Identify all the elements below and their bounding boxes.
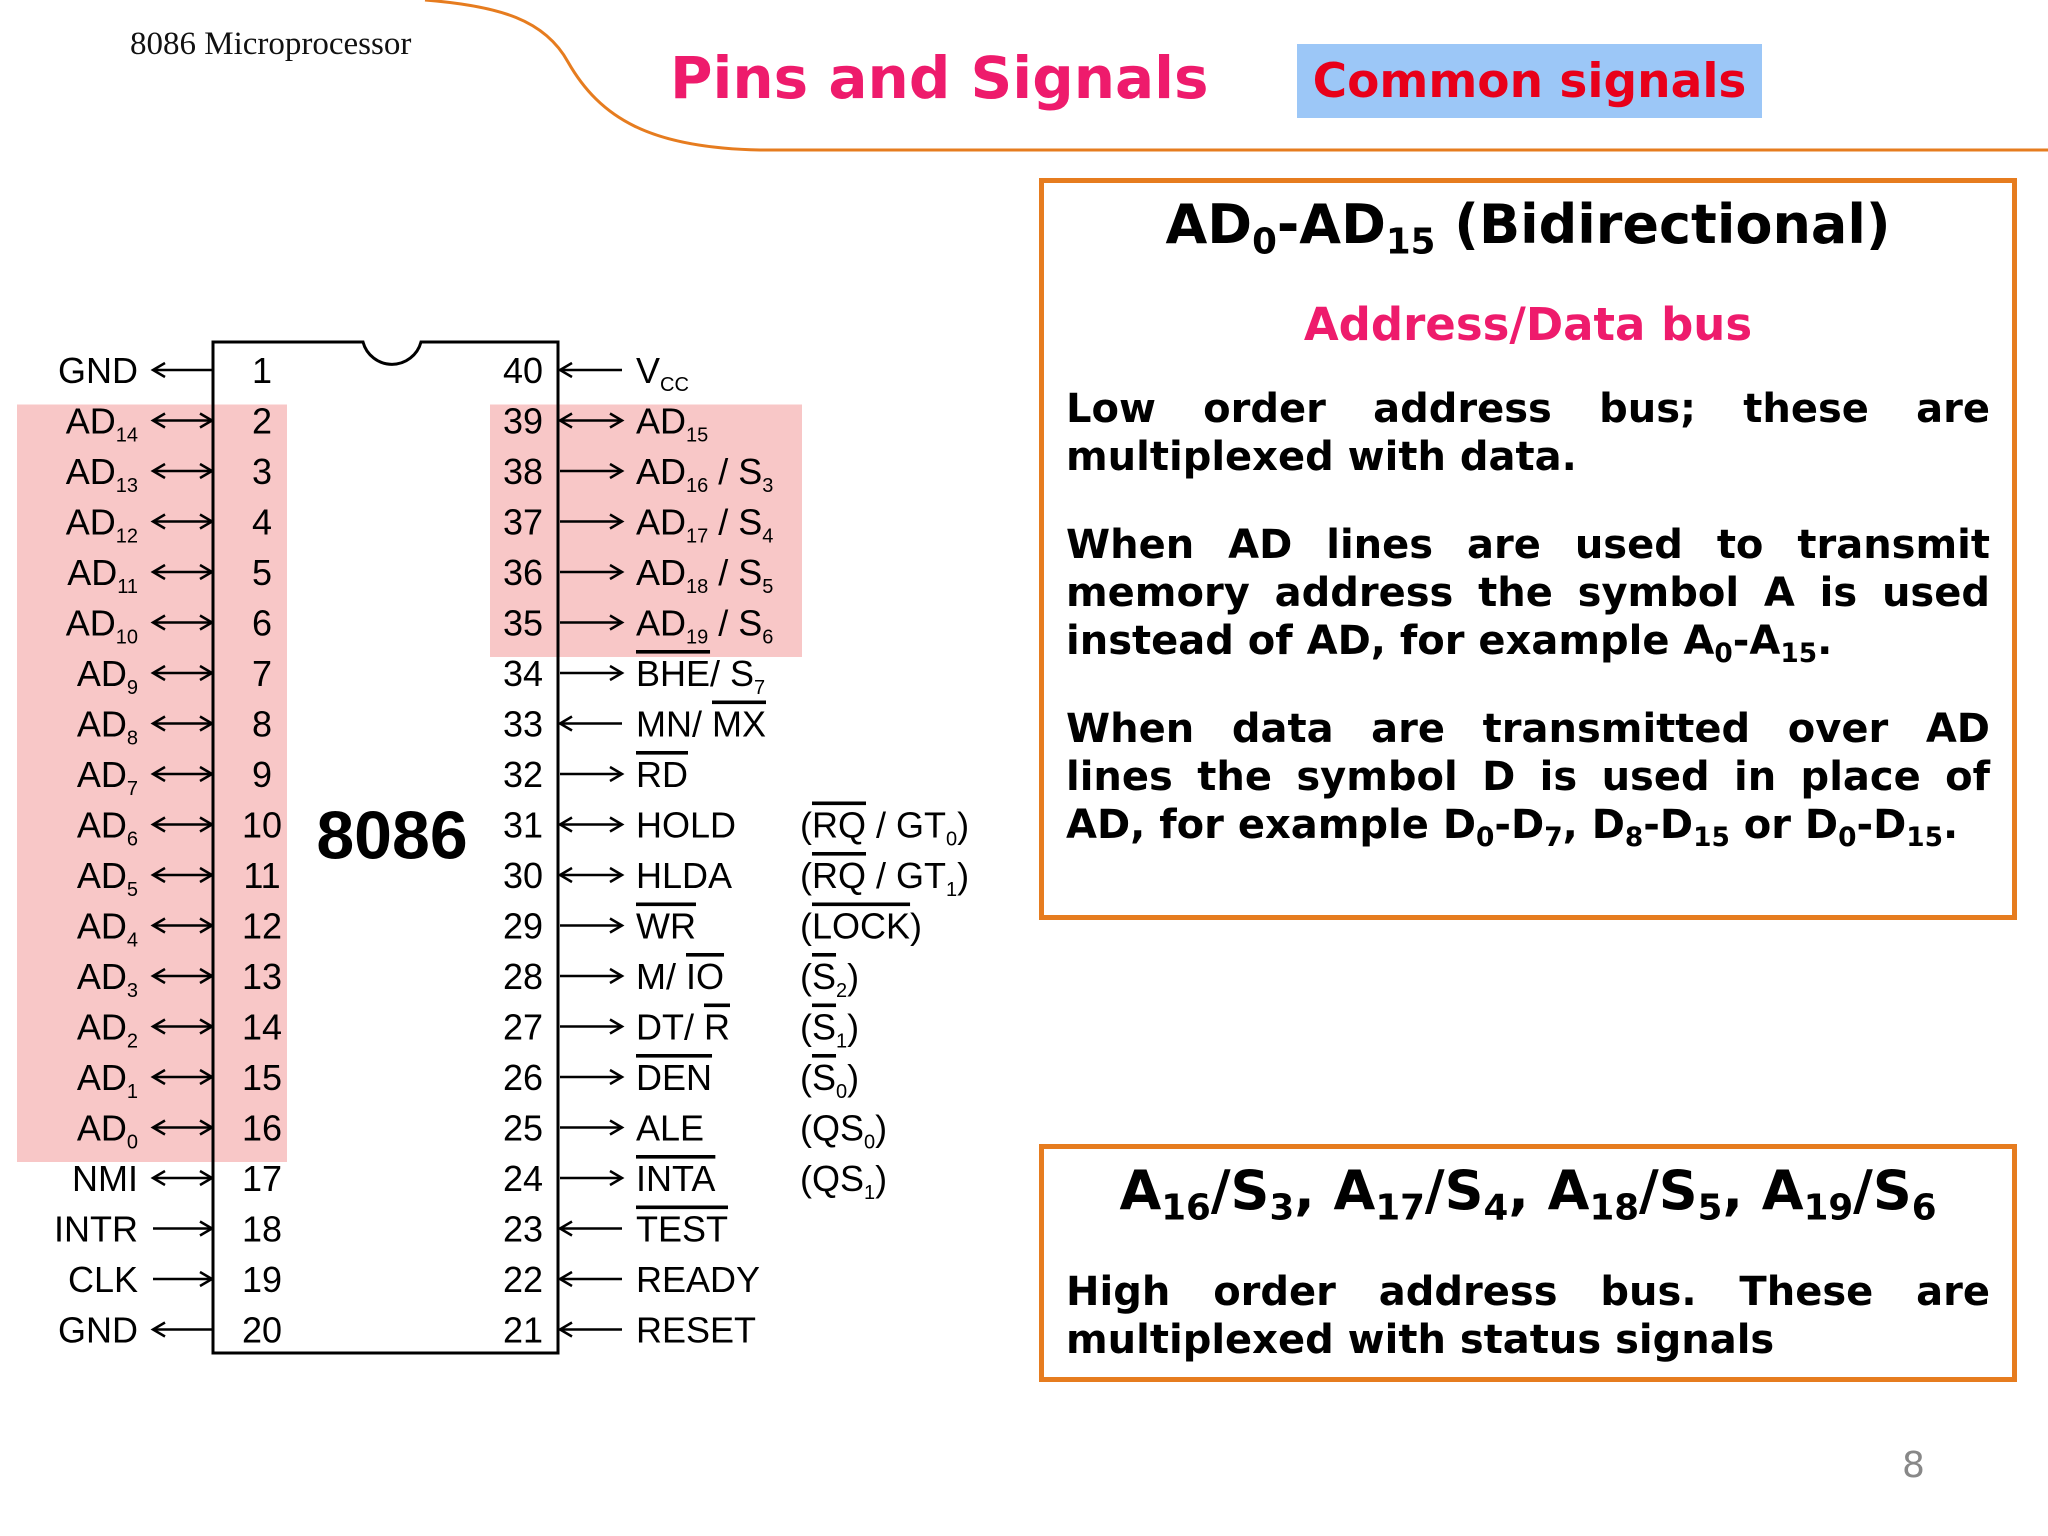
- pin-number-right: 28: [502, 956, 544, 997]
- pin-label-left: $AD_{14}$: [65, 400, 138, 447]
- pin-label-left: CLK: [67, 1259, 138, 1300]
- pin-label-left: GND: [58, 1309, 138, 1351]
- pin-arrow-right: [560, 717, 622, 731]
- pin-number-left: 18: [241, 1208, 283, 1250]
- pin-number-right: 21: [502, 1309, 544, 1351]
- pinout-diagram: [0, 320, 1000, 1380]
- pin-number-right: 33: [502, 703, 544, 745]
- pin-label-right: TEST: [636, 1208, 729, 1250]
- chip-label: 8086: [316, 797, 468, 874]
- pin-label-right: READY: [636, 1259, 761, 1300]
- pin-number-left: 1: [251, 350, 273, 391]
- pin-label-left: $AD_{12}$: [65, 501, 138, 548]
- ad-bus-subheading: Address/Data bus: [1303, 297, 1753, 351]
- pin-number-right: 22: [502, 1259, 544, 1300]
- pin-label-right: HOLD: [636, 804, 737, 846]
- pin-label-left: $AD_3$: [76, 956, 138, 1002]
- pin-number-left: 10: [241, 804, 283, 846]
- pin-number-left: 13: [241, 956, 283, 997]
- pin-number-right: 39: [502, 400, 544, 442]
- pin-alt-label: $(QS_1)$: [800, 1158, 888, 1204]
- pin-label-left: $AD_{10}$: [65, 602, 138, 649]
- pin-label-left: $AD_4$: [76, 905, 138, 952]
- pin-number-left: 14: [241, 1006, 283, 1048]
- pin-number-right: 27: [502, 1006, 544, 1048]
- pin-label-right: $AD_{15}$: [636, 400, 709, 447]
- pin-number-left: 9: [251, 754, 273, 795]
- pin-label-right: ALE: [636, 1107, 705, 1149]
- highlight-ad-low: [17, 405, 287, 1163]
- pin-arrow-left: [153, 1222, 212, 1236]
- pin-number-left: 16: [241, 1107, 283, 1149]
- pin-label-left: $AD_{11}$: [67, 552, 138, 598]
- pin-number-left: 11: [243, 855, 281, 896]
- pin-label-right: $AD_{19} / S_6$: [636, 602, 774, 649]
- pin-number-right: 32: [502, 754, 544, 795]
- pin-number-left: 6: [251, 602, 273, 644]
- pin-arrow-right: [560, 666, 622, 680]
- pin-label-right: $AD_{17} / S_4$: [636, 501, 774, 548]
- pin-number-left: 19: [241, 1259, 283, 1300]
- pin-label-left: $AD_0$: [76, 1107, 138, 1154]
- pin-number-right: 36: [502, 552, 544, 593]
- pin-arrow-right: [560, 1121, 622, 1135]
- pin-number-left: 5: [251, 552, 273, 593]
- pin-label-right: $AD_{16} / S_3$: [636, 451, 774, 497]
- pin-number-right: 25: [502, 1107, 544, 1149]
- pin-arrow-right: [560, 919, 622, 933]
- pin-label-left: $AD_6$: [76, 804, 138, 851]
- pin-number-left: 7: [251, 653, 273, 694]
- pin-arrow-right: [560, 363, 622, 377]
- pin-number-left: 8: [251, 703, 273, 745]
- pin-arrow-right: [560, 1222, 622, 1236]
- pin-label-right: INTA: [636, 1158, 716, 1199]
- pin-label-left: NMI: [72, 1158, 138, 1199]
- pin-number-right: 29: [502, 905, 544, 947]
- pin-number-left: 17: [241, 1158, 283, 1199]
- pin-number-right: 26: [502, 1057, 544, 1098]
- pin-number-right: 23: [502, 1208, 544, 1250]
- pin-arrow-right: [560, 818, 622, 832]
- ad-bus-paragraph-2: When AD lines are used to transmit memory address the symbol A is used instead of AD, for example $A_0-A_{15}$.: [1066, 521, 1990, 669]
- pin-label-right: RD: [636, 754, 688, 795]
- ad-bus-paragraph-3: When data are transmitted over AD lines the symbol D is used in place of AD, for example $D_0-D_7$, $D_8-D_{15}$ or $D_0-D_{15}$.: [1066, 705, 1990, 853]
- pin-label-right: HLDA: [636, 855, 733, 896]
- pin-number-right: 24: [502, 1158, 544, 1199]
- pin-number-right: 31: [502, 804, 544, 846]
- pin-number-right: 34: [502, 653, 544, 694]
- high-address-heading: $A_{16}/S_3$, $A_{17}/S_4$, $A_{18}/S_5$, $A_{19}/S_6$: [1119, 1159, 1937, 1229]
- pin-label-left: $AD_9$: [76, 653, 138, 699]
- pin-number-right: 38: [502, 451, 544, 492]
- pin-label-left: $AD_{13}$: [65, 451, 138, 497]
- pin-label-right: MN/ MX: [636, 703, 766, 745]
- pin-arrow-left: [153, 1323, 212, 1337]
- high-address-paragraph: High order address bus. These are multiplexed with status signals: [1066, 1268, 1990, 1363]
- pin-alt-label: $(S_1)$: [800, 1006, 860, 1053]
- pin-alt-label: $(QS_0)$: [800, 1107, 888, 1154]
- pin-label-left: $AD_7$: [76, 754, 138, 800]
- pin-arrow-right: [560, 1070, 622, 1084]
- pin-alt-label: $(S_2)$: [800, 956, 860, 1002]
- pin-number-right: 40: [502, 350, 544, 391]
- pin-label-right: $AD_{18} / S_5$: [636, 552, 774, 598]
- pin-alt-label: $(RQ / GT_1)$: [800, 855, 970, 901]
- pin-arrow-right: [560, 868, 622, 882]
- pin-arrow-left: [153, 363, 212, 377]
- pin-arrow-right: [560, 1272, 622, 1286]
- pin-label-left: $AD_2$: [76, 1006, 138, 1053]
- pin-arrow-left: [153, 1171, 212, 1185]
- pin-label-right: $V_{CC}$: [636, 350, 689, 396]
- pin-label-right: M/ IO: [636, 956, 725, 997]
- pin-alt-label: (LOCK): [800, 905, 923, 947]
- page-title: Pins and Signals: [670, 44, 1209, 112]
- pin-label-right: RESET: [636, 1309, 757, 1351]
- pin-number-right: 30: [502, 855, 544, 896]
- pin-label-right: WR: [636, 905, 696, 947]
- page-number: 8: [1902, 1445, 1925, 1486]
- pin-number-left: 4: [251, 501, 273, 543]
- high-address-box: [1039, 1144, 2017, 1382]
- pin-number-left: 2: [251, 400, 273, 442]
- pin-arrow-right: [560, 767, 622, 781]
- ad-bus-box: [1039, 178, 2017, 920]
- pin-label-left: GND: [58, 350, 138, 391]
- pin-arrow-right: [560, 1171, 622, 1185]
- pin-alt-label: $(S_0)$: [800, 1057, 860, 1103]
- pin-label-left: INTR: [54, 1208, 138, 1250]
- pin-label-right: DT/ R: [636, 1006, 730, 1048]
- pin-arrow-right: [560, 1323, 622, 1337]
- course-title: 8086 Microprocessor: [130, 26, 412, 62]
- pin-label-right: BHE/ $S_7$: [636, 653, 766, 699]
- pin-label-left: $AD_5$: [76, 855, 138, 901]
- pin-label-left: $AD_8$: [76, 703, 138, 750]
- pin-arrow-left: [153, 1272, 212, 1286]
- ad-bus-paragraph-1: Low order address bus; these are multiplexed with data.: [1066, 385, 1990, 480]
- section-tag: Common signals: [1297, 44, 1762, 118]
- pin-label-right: DEN: [636, 1057, 713, 1098]
- pin-label-left: $AD_1$: [76, 1057, 138, 1103]
- ad-bus-heading: $AD_0-AD_{15}$ (Bidirectional): [1165, 193, 1891, 263]
- pin-number-right: 35: [502, 602, 544, 644]
- pin-alt-label: $(RQ / GT_0)$: [800, 804, 970, 851]
- pin-arrow-right: [560, 1020, 622, 1034]
- pin-number-left: 15: [241, 1057, 283, 1098]
- pin-number-left: 12: [241, 905, 283, 947]
- pin-number-right: 37: [502, 501, 544, 543]
- pin-number-left: 20: [241, 1309, 283, 1351]
- pin-arrow-right: [560, 969, 622, 983]
- pin-number-left: 3: [251, 451, 273, 492]
